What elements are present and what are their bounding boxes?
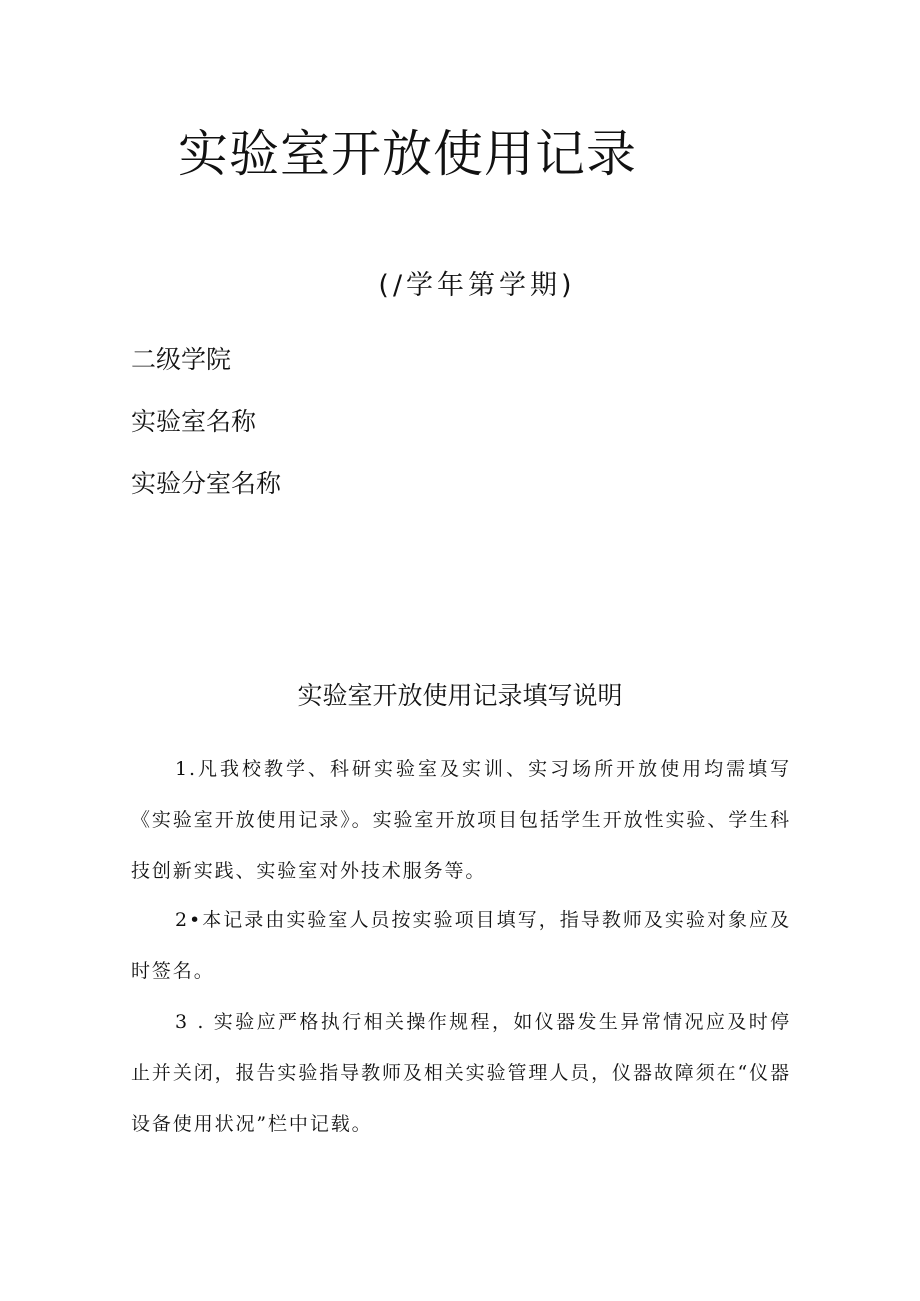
field-sub-lab-name: 实验分室名称: [131, 469, 282, 498]
field-lab-name: 实验室名称: [131, 407, 257, 436]
instructions-heading: 实验室开放使用记录填写说明: [297, 681, 623, 710]
instruction-paragraph-1: 1.凡我校教学、科研实验室及实训、实习场所开放使用均需填写《实验室开放使用记录》。实验室开放项目包括学生开放性实验、学生科技创新实践、实验室对外技术服务等。: [131, 758, 791, 882]
field-secondary-college: 二级学院: [131, 345, 232, 374]
instruction-paragraph-2: 2•本记录由实验室人员按实验项目填写，指导教师及实验对象应及时签名。: [131, 909, 791, 982]
instruction-paragraph-3: 3 . 实验应严格执行相关操作规程，如仪器发生异常情况应及时停止并关闭，报告实验指导教师及相关实验管理人员，仪器故障须在“仪器设备使用状况”栏中记载。: [131, 1011, 791, 1135]
document-title: 实验室开放使用记录: [178, 125, 637, 183]
academic-term-line: (/学年第学期): [378, 270, 576, 301]
